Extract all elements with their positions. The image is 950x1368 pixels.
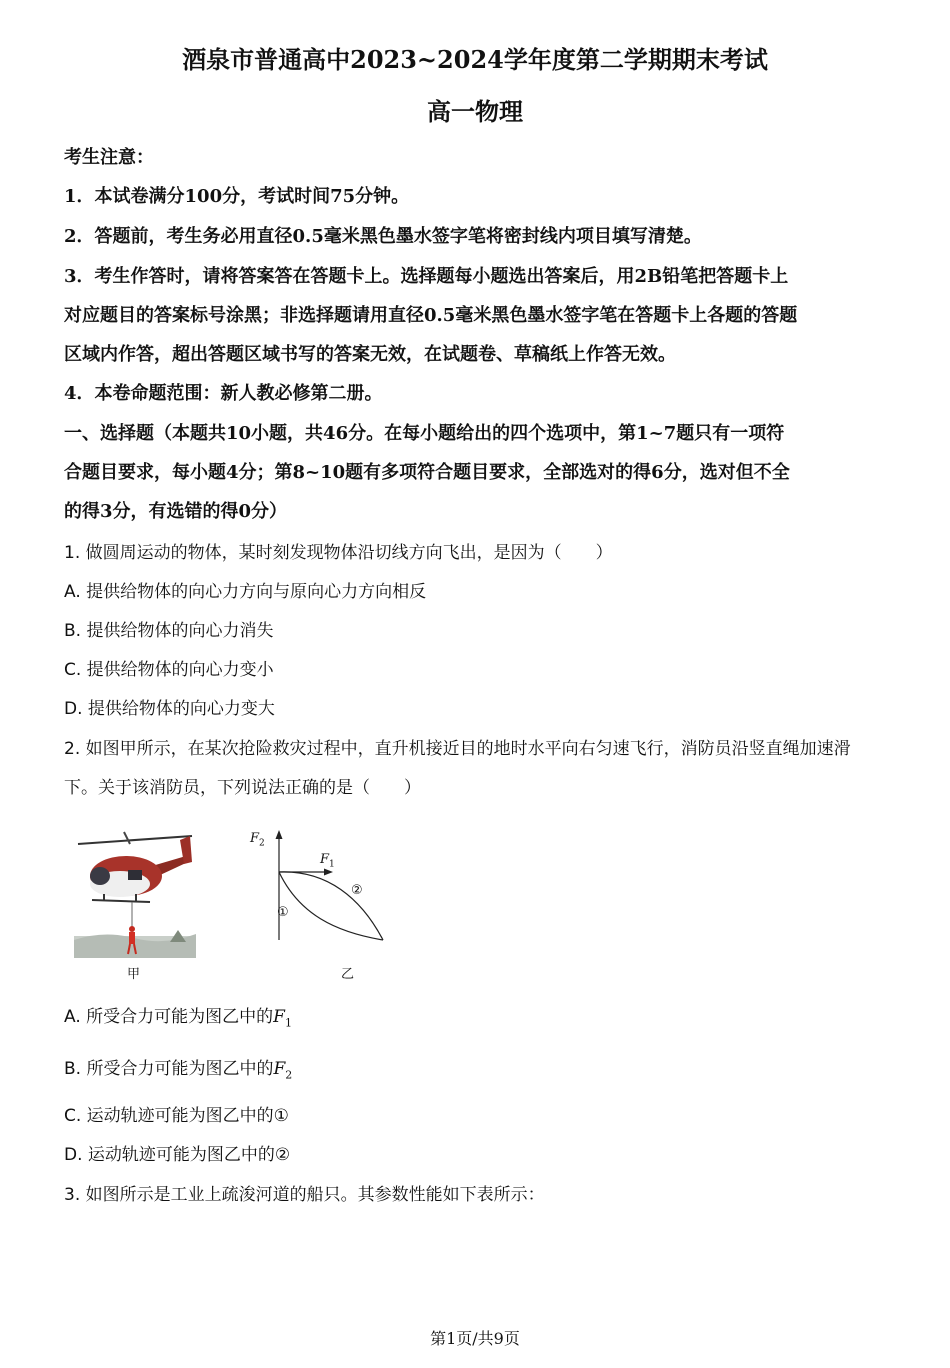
notice-item-4: 4．本卷命题范围：新人教必修第二册。 bbox=[64, 383, 383, 404]
label-f1: $F_1$ bbox=[320, 852, 335, 870]
q1-stem: 1. 做圆周运动的物体，某时刻发现物体沿切线方向飞出，是因为（ ） bbox=[64, 543, 613, 563]
q1-option-d: D. 提供给物体的向心力变大 bbox=[64, 699, 275, 719]
exam-subtitle: 高一物理 bbox=[427, 97, 523, 126]
exam-title: 酒泉市普通高中2023~2024学年度第二学期期末考试 bbox=[182, 45, 768, 74]
notice-item-3: 3．考生作答时，请将答案答在答题卡上。选择题每小题选出答案后，用2B铅笔把答题卡上 bbox=[64, 266, 789, 287]
notice-item-1: 1．本试卷满分100分，考试时间75分钟。 bbox=[64, 186, 410, 207]
section-instructions-3: 的得3分，有选错的得0分） bbox=[64, 501, 288, 522]
notice-item-3-cont-2: 区域内作答，超出答题区域书写的答案无效，在试题卷、草稿纸上作答无效。 bbox=[64, 344, 676, 365]
label-curve-2: ② bbox=[351, 883, 363, 898]
label-f2: $F_2$ bbox=[250, 831, 265, 849]
q2-option-d: D. 运动轨迹可能为图乙中的② bbox=[64, 1145, 291, 1165]
figure-yi-caption: 乙 bbox=[341, 967, 355, 982]
helicopter-photo bbox=[74, 822, 196, 958]
q2-option-b: B. 所受合力可能为图乙中的$F_2$ bbox=[64, 1059, 293, 1082]
q1-option-b: B. 提供给物体的向心力消失 bbox=[64, 621, 274, 641]
q2-option-a: A. 所受合力可能为图乙中的$F_1$ bbox=[64, 1007, 292, 1030]
figure-jia-caption: 甲 bbox=[127, 967, 141, 982]
q2-stem-line-1: 2. 如图甲所示，在某次抢险救灾过程中，直升机接近目的地时水平向右匀速飞行，消防员沿竖直绳加速滑 bbox=[64, 739, 851, 759]
q1-option-a: A. 提供给物体的向心力方向与原向心力方向相反 bbox=[64, 582, 427, 602]
page-footer: 第1页/共9页 bbox=[430, 1329, 520, 1348]
q3-stem: 3. 如图所示是工业上疏浚河道的船只。其参数性能如下表所示： bbox=[64, 1185, 545, 1205]
section-instructions-1: 一、选择题（本题共10小题，共46分。在每小题给出的四个选项中，第1~7题只有一项符 bbox=[64, 423, 785, 444]
q2-option-c: C. 运动轨迹可能为图乙中的① bbox=[64, 1106, 289, 1126]
force-trajectory-diagram bbox=[245, 822, 390, 950]
q1-option-c: C. 提供给物体的向心力变小 bbox=[64, 660, 274, 680]
q2-stem-line-2: 下。关于该消防员，下列说法正确的是（ ） bbox=[64, 778, 421, 798]
notice-item-3-cont-1: 对应题目的答案标号涂黑；非选择题请用直径0.5毫米黑色墨水签字笔在答题卡上各题的答题 bbox=[64, 305, 798, 326]
notice-item-2: 2．答题前，考生务必用直径0.5毫米黑色墨水签字笔将密封线内项目填写清楚。 bbox=[64, 226, 702, 247]
notice-heading: 考生注意： bbox=[64, 147, 154, 168]
section-instructions-2: 合题目要求，每小题4分；第8~10题有多项符合题目要求，全部选对的得6分，选对但不全 bbox=[64, 462, 790, 483]
label-curve-1: ① bbox=[277, 905, 289, 920]
